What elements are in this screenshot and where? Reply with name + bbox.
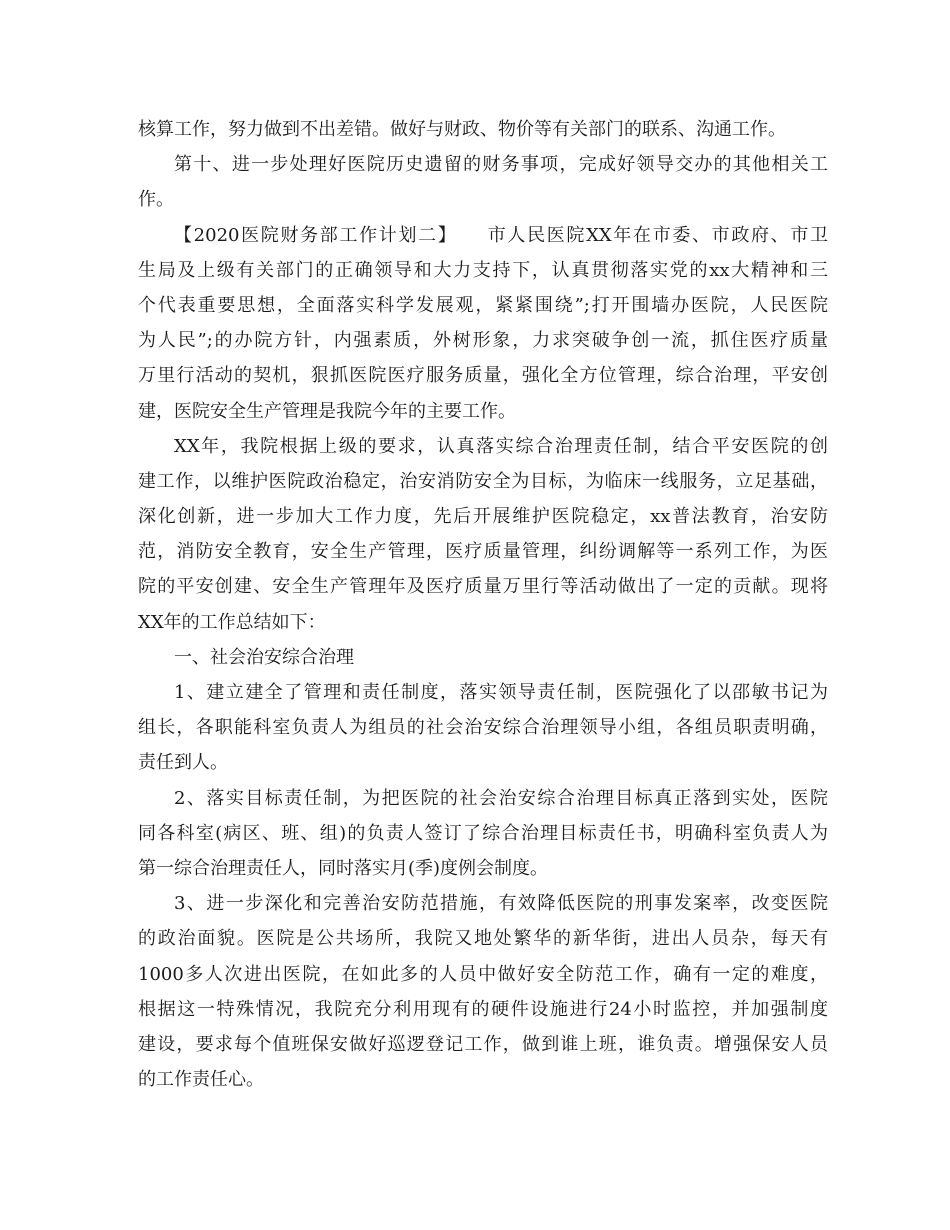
text-line: XX年，我院根据上级的要求，认真落实综合治理责任制，结合平安医院的创: [174, 435, 828, 457]
text-line: 建设，要求每个值班保安做好巡逻登记工作，做到谁上班，谁负责。增强保安人员: [138, 1033, 828, 1055]
text-line: 的政治面貌。医院是公共场所，我院又地处繁华的新华街，进出人员杂，每天有: [138, 928, 828, 950]
document-body: [138, 112, 828, 1097]
text-line: 第十、进一步处理好医院历史遗留的财务事项，完成好领导交办的其他相关工: [174, 154, 828, 176]
text-line: 核算工作，努力做到不出差错。做好与财政、物价等有关部门的联系、沟通工作。: [138, 119, 786, 140]
text-line: 万里行活动的契机，狠抓医院医疗服务质量，强化全方位管理，综合治理，平安创: [138, 365, 828, 387]
text-line: 建工作，以维护医院政治稳定，治安消防安全为目标，为临床一线服务，立足基础，: [138, 470, 828, 492]
text-line: 责任到人。: [138, 752, 228, 774]
text-line: 个代表重要思想，全面落实科学发展观，紧紧围绕”;打开围墙办医院，人民医院: [138, 294, 828, 316]
text-line: 同各科室(病区、班、组)的负责人签订了综合治理目标责任书，明确科室负责人为: [138, 822, 828, 844]
text-line: 院的平安创建、安全生产管理年及医疗质量万里行等活动做出了一定的贡献。现将: [138, 576, 828, 598]
text-line: 为人民”;的办院方针，内强素质，外树形象，力求突破争创一流，抓住医疗质量: [138, 330, 828, 352]
text-line: 作。: [138, 189, 174, 211]
text-line: 1、建立建全了管理和责任制度，落实领导责任制，医院强化了以邵敏书记为: [174, 682, 828, 703]
text-line: 组长，各职能科室负责人为组员的社会治安综合治理领导小组，各组员职责明确，: [138, 717, 828, 739]
text-line: 1000多人次进出医院，在如此多的人员中做好安全防范工作，确有一定的难度，: [138, 963, 828, 985]
text-line: 2、落实目标责任制，为把医院的社会治安综合治理目标真正落到实处，医院: [174, 787, 828, 809]
text-line: 深化创新，进一步加大工作力度，先后开展维护医院稳定，xx普法教育，治安防: [138, 506, 828, 528]
text-line: 【2020医院财务部工作计划二】 市人民医院XX年在市委、市政府、市卫: [174, 224, 828, 246]
text-line: 一、社会治安综合治理: [174, 646, 354, 668]
text-line: 第一综合治理责任人，同时落实月(季)度例会制度。: [138, 857, 549, 879]
text-line: 3、进一步深化和完善治安防范措施，有效降低医院的刑事发案率，改变医院: [174, 893, 828, 915]
text-line: 根据这一特殊情况，我院充分利用现有的硬件设施进行24小时监控，并加强制度: [138, 998, 828, 1020]
text-line: XX年的工作总结如下：: [138, 611, 326, 633]
text-line: 生局及上级有关部门的正确领导和大力支持下，认真贯彻落实党的xx大精神和三: [138, 259, 828, 281]
text-line: 的工作责任心。: [138, 1069, 264, 1091]
text-line: 建，医院安全生产管理是我院今年的主要工作。: [138, 400, 516, 422]
text-line: 范，消防安全教育，安全生产管理，医疗质量管理，纠纷调解等一系列工作，为医: [138, 541, 828, 563]
